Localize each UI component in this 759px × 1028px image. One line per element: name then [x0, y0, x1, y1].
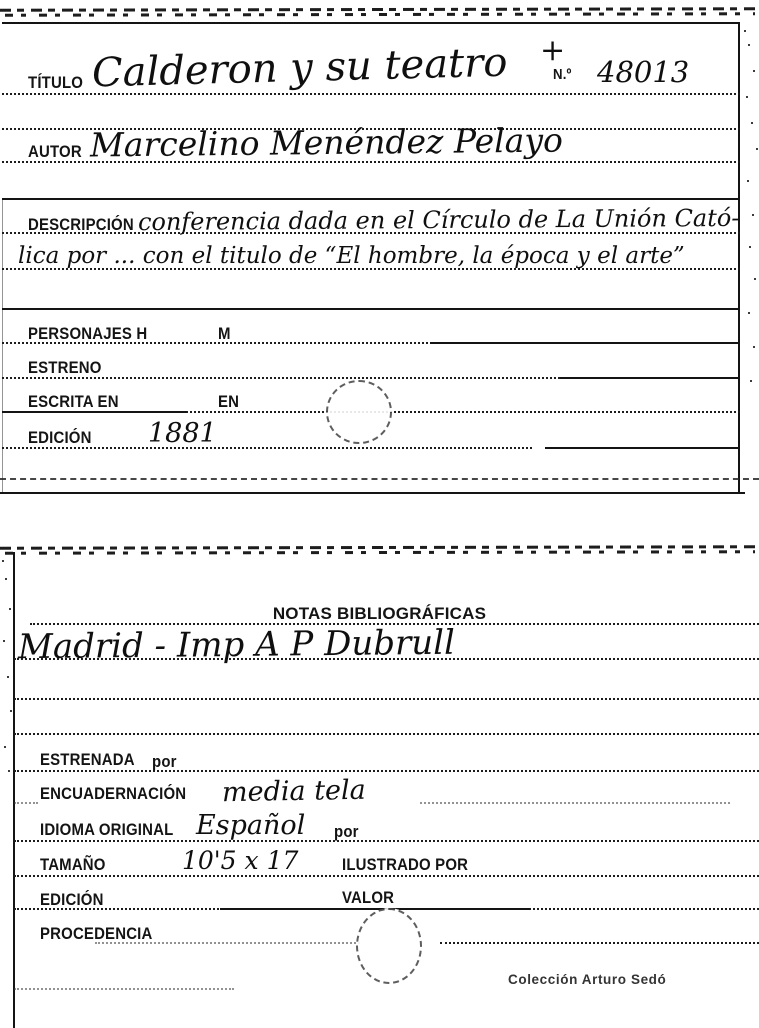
stamp-circle [356, 908, 422, 984]
torn-edge-top [0, 7, 759, 12]
rule-line [14, 875, 759, 877]
rule-line [560, 377, 740, 379]
edicion-bottom-label: EDICIÓN [40, 890, 104, 909]
torn-edge-bottom-card [0, 545, 759, 550]
estrenada-label: ESTRENADA [40, 750, 135, 769]
card-top-border [2, 22, 740, 24]
personajes-label: PERSONAJES H [28, 324, 148, 343]
rule-line [2, 198, 740, 200]
torn-edge-top-2 [0, 12, 755, 17]
rule-line-faint [14, 802, 38, 804]
rule-line-faint [420, 802, 730, 804]
idioma-value: Español [196, 810, 306, 841]
edicion-value: 1881 [148, 418, 217, 449]
tamano-value: 10'5 x 17 [182, 846, 299, 875]
estreno-label: ESTRENO [28, 358, 102, 377]
rule-line [430, 342, 740, 344]
ilustrado-por-label: ILUSTRADO POR [342, 855, 469, 874]
titulo-label: TÍTULO [28, 73, 84, 92]
rule-line [545, 447, 740, 449]
notas-value: Madrid - Imp A P Dubrull [17, 622, 456, 668]
personajes-m-label: M [218, 324, 231, 343]
encuadernacion-label: ENCUADERNACIÓN [40, 784, 187, 803]
valor-label: VALOR [342, 888, 395, 907]
descripcion-label: DESCRIPCIÓN [28, 215, 134, 234]
autor-label: AUTOR [28, 142, 82, 161]
titulo-value: Calderon y su teatro [91, 39, 508, 97]
card-number-value: 48013 [597, 55, 690, 89]
coleccion-credit: Colección Arturo Sedó [508, 972, 667, 987]
scan-noise-left [2, 560, 4, 562]
idioma-por-label: por [334, 822, 359, 841]
rule-line [14, 698, 759, 700]
card-number-label: N.º [553, 66, 572, 83]
rule-line-faint [14, 988, 234, 990]
idioma-label: IDIOMA ORIGINAL [40, 820, 174, 839]
descripcion-line2: lica por ... con el titulo de “El hombre, la época y el arte” [18, 243, 685, 269]
rule-line [440, 942, 759, 944]
rule-line-dashed [0, 478, 759, 480]
notas-header: NOTAS BIBLIOGRÁFICAS [272, 604, 487, 623]
card-bottom-border [0, 492, 745, 494]
encuadernacion-value: media tela [221, 774, 367, 809]
edicion-label: EDICIÓN [28, 428, 92, 447]
cross-mark: + [540, 33, 566, 68]
estrenada-por-label: por [152, 752, 177, 771]
rule-line [14, 840, 759, 842]
escrita-en-label: ESCRITA EN [28, 392, 119, 411]
rule-line [14, 733, 759, 735]
torn-edge-bottom-card-2 [0, 550, 755, 555]
rule-line [2, 308, 740, 310]
tamano-label: TAMAÑO [40, 855, 106, 874]
stamp-circle [326, 380, 392, 444]
scan-noise-right [744, 30, 746, 32]
escrita-en-en-label: EN [218, 392, 240, 411]
rule-line [220, 908, 530, 910]
descripcion-line1: conferencia dada en el Círculo de La Unión Cató- [137, 203, 740, 237]
procedencia-label: PROCEDENCIA [40, 924, 153, 943]
autor-value: Marcelino Menéndez Pelayo [89, 120, 564, 165]
rule-line [14, 770, 759, 772]
